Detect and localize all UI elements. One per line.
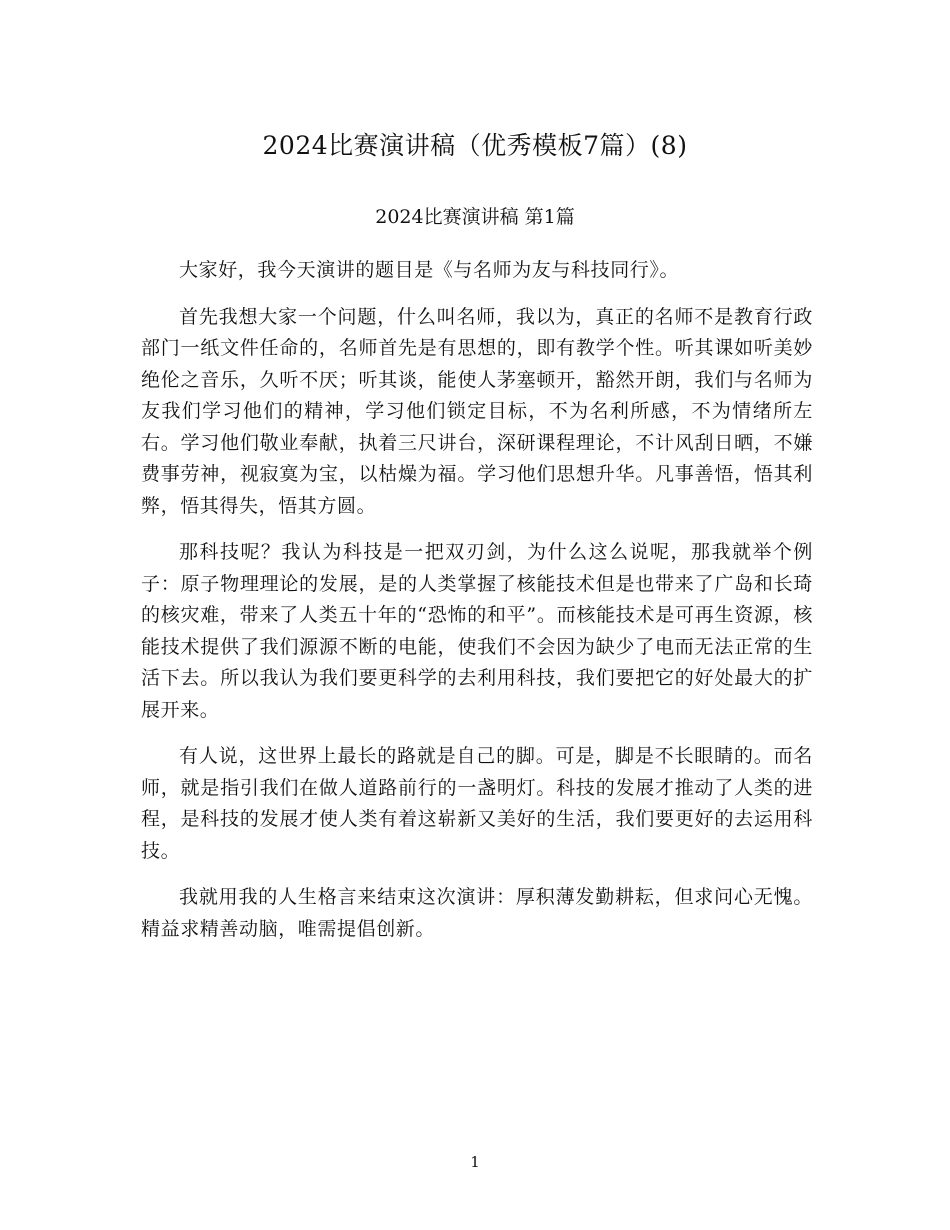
paragraph-intro: 大家好，我今天演讲的题目是《与名师为友与科技同行》。 <box>179 259 680 281</box>
paragraph-conclusion: 我就用我的人生格言来结束这次演讲：厚积薄发勤耕耘，但求问心无愧。精益求精善动脑，唯需提倡创新。 <box>141 886 813 940</box>
body-text <box>141 255 813 960</box>
paragraph-famous-teacher: 首先我想大家一个问题，什么叫名师，我以为，真正的名师不是教育行政部门一纸文件任命的，名师首先是有思想的，即有教学个性。听其课如听美妙绝伦之音乐，久听不厌；听其谈，能使人茅塞顿开，豁然开朗，我们与名师为友我们学习他们的精神，学习他们锁定目标，不为名利所感，不为情绪所左右。学习他们敬业奉献，执着三尺讲台，深研课程理论，不计风刮日晒，不嫌费事劳神，视寂寞为宝，以枯燥为福。学习他们思想升华。凡事善悟，悟其利弊，悟其得失，悟其方圆。 <box>141 305 813 517</box>
paragraph-road: 有人说，这世界上最长的路就是自己的脚。可是，脚是不长眼睛的。而名师，就是指引我们在做人道路前行的一盏明灯。科技的发展才推动了人类的进程，是科技的发展才使人类有着这崭新又美好的生活，我们要更好的去运用科技。 <box>141 745 813 862</box>
page-number: 1 <box>470 1153 480 1171</box>
section-heading: 2024比赛演讲稿 第1篇 <box>375 206 575 228</box>
document-title: 2024比赛演讲稿（优秀模板7篇）(8) <box>262 131 688 160</box>
paragraph-technology: 那科技呢？我认为科技是一把双刃剑，为什么这么说呢，那我就举个例子：原子物理理论的发展，是的人类掌握了核能技术但是也带来了广岛和长琦的核灾难，带来了人类五十年的“恐怖的和平”。而核能技术是可再生资源，核能技术提供了我们源源不断的电能，使我们不会因为缺少了电而无法正常的生活下去。所以我认为我们要更科学的去利用科技，我们要把它的好处最大的扩展开来。 <box>141 541 813 721</box>
